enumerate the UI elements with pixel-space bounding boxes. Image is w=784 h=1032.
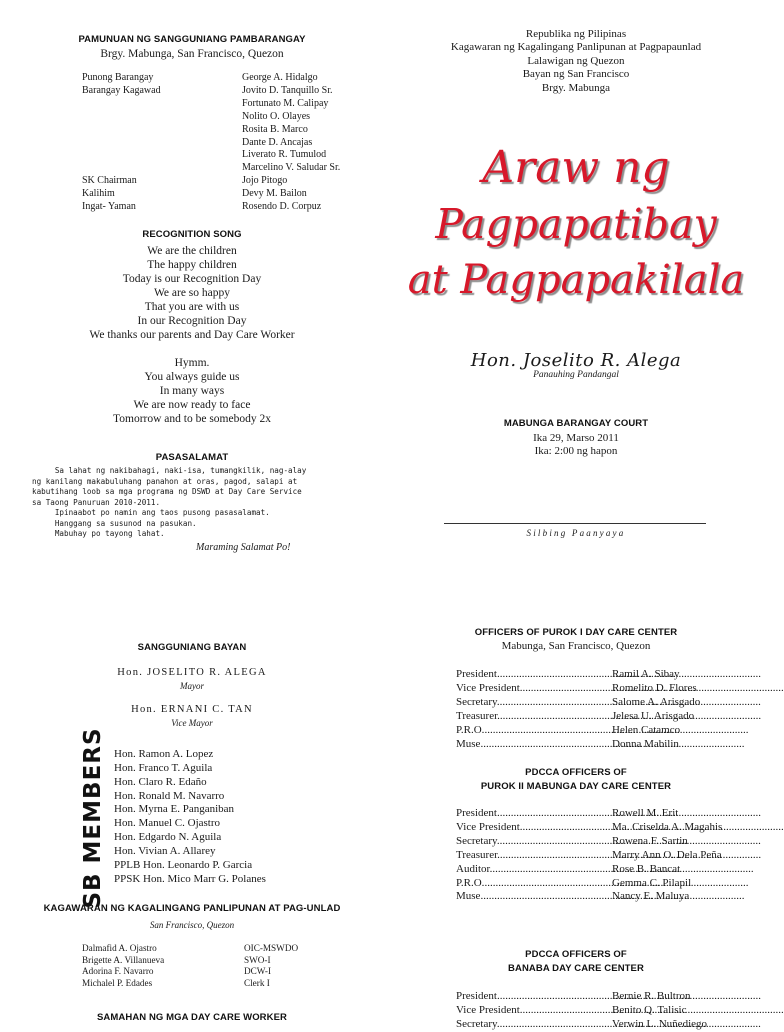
list-item: Hon. Manuel C. Ojastro xyxy=(114,817,221,830)
staff-row: Michalel P. Edades Clerk I xyxy=(82,977,270,988)
purok2-org xyxy=(384,767,768,792)
dswd-section xyxy=(0,903,384,930)
purok1-officers xyxy=(456,668,756,751)
title-line: at Pagpapakilala xyxy=(407,257,745,303)
list-item: Hon. Ramon A. Lopez xyxy=(114,748,214,760)
guest-of-honor xyxy=(384,350,768,380)
officer-row: P.R.O. ..... Gemma C. Pilapil xyxy=(456,877,756,891)
song-line: We are so happy xyxy=(153,287,231,299)
panel-sangguniang-bayan xyxy=(0,512,384,1024)
officer-row: Treasurer ..... Marry Ann O. Dela Peña xyxy=(456,849,756,863)
republic-header xyxy=(384,28,768,95)
banaba-header-line2: BANABA DAY CARE CENTER xyxy=(508,963,644,974)
dswd-header: KAGAWARAN NG KAGALINGANG PANLIPUNAN AT PAG-UNLAD xyxy=(43,903,341,914)
department-line: Kagawaran ng Kagalingang Panlipunan at Pagpapaunlad xyxy=(450,41,702,54)
song-line: In many ways xyxy=(159,385,225,397)
barangay-council-header: PAMUNUAN NG SANGGUNIANG PAMBARANGAY xyxy=(78,34,306,45)
vice-mayor-name: Hon. ERNANI C. TAN xyxy=(131,704,253,715)
samahan-header: SAMAHAN NG MGA DAY CARE WORKER xyxy=(96,1012,288,1023)
republic-line: Republika ng Pilipinas xyxy=(525,28,627,40)
sangguniang-bayan-header: SANGGUNIANG BAYAN xyxy=(137,642,247,653)
thank-you-signature: Maraming Salamat Po! xyxy=(196,542,291,553)
song-line: We are the children xyxy=(147,245,237,257)
barangay-location: Brgy. Mabunga, San Francisco, Quezon xyxy=(100,48,284,60)
staff-row: Adorina F. Navarro DCW-I xyxy=(82,966,272,977)
officer-row: President ..... Ramil A. Sibay xyxy=(456,668,756,682)
official-row: Ingat- Yaman Rosendo D. Corpuz xyxy=(82,201,322,213)
song-line: We thanks our parents and Day Care Worker xyxy=(89,329,295,341)
guest-role: Panauhing Pandangal xyxy=(533,370,619,380)
song-line: That you are with us xyxy=(144,301,240,313)
song-line: Tomorrow and to be somebody 2x xyxy=(113,413,271,425)
sb-members-list xyxy=(114,748,266,886)
official-row: Barangay Kagawad Jovito D. Tanquillo Sr. xyxy=(82,84,333,96)
official-row: Marcelino V. Saludar Sr. xyxy=(242,162,341,174)
song-line: The happy children xyxy=(147,259,237,271)
officer-row: President ..... Bernie R. Bultron xyxy=(456,990,756,1004)
officer-row: Auditor ..... Rose B. Bancat xyxy=(456,863,756,877)
event-title xyxy=(384,140,768,308)
official-row: Rosita B. Marco xyxy=(242,123,308,135)
banaba-org xyxy=(384,949,768,974)
sb-members-label: SB MEMBERS xyxy=(80,727,106,909)
song-header: RECOGNITION SONG xyxy=(142,229,242,240)
officer-row: Muse ..... Nancy E. Maluya xyxy=(456,890,756,904)
list-item: PPLB Hon. Leonardo P. Garcia xyxy=(114,858,253,871)
officer-row: Secretary ..... Verwin L. Nuñediego xyxy=(456,1018,756,1032)
province-line: Lalawigan ng Quezon xyxy=(527,54,625,67)
venue: MABUNGA BARANGAY COURT xyxy=(503,418,649,429)
officer-row: Vice President ..... Benito Q. Talisic xyxy=(456,1004,756,1018)
panel-cover xyxy=(384,0,768,538)
list-item: Hon. Vivian A. Allarey xyxy=(114,844,216,857)
purok2-header-line1: PDCCA OFFICERS OF xyxy=(525,767,627,778)
officer-row: Vice President ..... Ma. Criselda A. Magahis xyxy=(456,821,756,835)
municipal-officials xyxy=(0,667,384,741)
official-row: Fortunato M. Calipay xyxy=(242,97,329,109)
purok1-org xyxy=(384,627,768,653)
barangay-officials-list xyxy=(82,72,372,214)
title-line: Pagpapatibay xyxy=(435,200,717,248)
song-line: Today is our Recognition Day xyxy=(122,273,262,285)
officer-row: Treasurer ..... Jelesa U. Arisgado xyxy=(456,710,756,724)
purok2-officers xyxy=(456,807,756,904)
list-item: Hon. Edgardo N. Aguila xyxy=(114,831,222,844)
officer-row: President ..... Rowell M. Erit xyxy=(456,807,756,821)
pasasalamat-text: Sa lahat ng nakibahagi, naki-isa, tumangkilik, nag-alay ng kanilang makabuluhang panahon at oras, pagod, salapi at kabutihang loob sa mga programa ng DSWD at Day Care Service sa Taong Panuruan 2010-2011. Ipinaabot po namin ang taos pusong pasasalamat. Hanggang sa susunod na pasukan. Mabuhay po tayong lahat. xyxy=(32,466,307,538)
list-item: Hon. Myrna E. Panganiban xyxy=(114,803,235,816)
event-time: Ika: 2:00 ng hapon xyxy=(534,445,618,457)
song-line: You always guide us xyxy=(144,371,240,383)
pasasalamat-header: PASASALAMAT xyxy=(155,452,229,463)
purok1-header: OFFICERS OF PUROK I DAY CARE CENTER xyxy=(474,627,678,638)
officer-row: Secretary ..... Rowena F. Sartin xyxy=(456,835,756,849)
dswd-location: San Francisco, Quezon xyxy=(149,920,235,930)
vice-mayor-title: Vice Mayor xyxy=(171,718,213,728)
purok1-location: Mabunga, San Francisco, Quezon xyxy=(501,640,651,652)
banaba-officers xyxy=(456,990,756,1032)
list-item: Hon. Ronald M. Navarro xyxy=(114,789,225,802)
official-row: Punong Barangay George A. Hidalgo xyxy=(82,72,318,83)
dswd-staff-list xyxy=(82,943,372,989)
list-item: Hon. Claro R. Edaño xyxy=(114,775,207,788)
song-line: In our Recognition Day xyxy=(137,315,247,327)
panel-day-care-officers xyxy=(384,512,768,1030)
officer-row: P.R.O. ..... Helen Catamco xyxy=(456,724,756,738)
municipality-line: Bayan ng San Francisco xyxy=(522,68,630,81)
song-line: We are now ready to face xyxy=(133,399,251,411)
song-line: Hymm. xyxy=(174,357,210,369)
event-date: Ika 29, Marso 2011 xyxy=(533,431,619,444)
official-row: Nolito O. Olayes xyxy=(242,110,311,122)
official-row: Liverato R. Tumulod xyxy=(242,149,327,161)
official-row: SK Chairman Jojo Pitogo xyxy=(82,175,288,187)
official-row: Kalihim Devy M. Bailon xyxy=(82,188,307,200)
purok2-header-line2: PUROK II MABUNGA DAY CARE CENTER xyxy=(480,781,672,792)
list-item: Hon. Franco T. Aguila xyxy=(114,761,213,774)
invitation-label: Silbing Paanyaya xyxy=(526,528,626,538)
guest-name: Hon. Joselito R. Alega xyxy=(470,350,682,371)
banaba-header-line1: PDCCA OFFICERS OF xyxy=(525,949,627,960)
barangay-line: Brgy. Mabunga xyxy=(541,81,611,94)
recognition-song xyxy=(0,229,384,426)
staff-row: Dalmafid A. Ojastro OIC-MSWDO xyxy=(82,943,299,953)
official-row: Dante D. Ancajas xyxy=(242,136,313,148)
mayor-title: Mayor xyxy=(180,681,204,691)
list-item: PPSK Hon. Mico Marr G. Polanes xyxy=(114,872,266,885)
officer-row: Vice President ..... Romelito D. Flores xyxy=(456,682,756,696)
panel-officials xyxy=(0,0,384,553)
staff-row: Brigette A. Villanueva SWO-I xyxy=(82,954,271,965)
officer-row: Secretary ..... Salome A. Arisgado xyxy=(456,696,756,710)
officer-row: Muse ..... Donna Mabilin xyxy=(456,738,756,752)
title-line: Araw ng xyxy=(482,142,670,193)
event-details xyxy=(384,417,768,459)
mayor-name: Hon. JOSELITO R. ALEGA xyxy=(117,667,267,678)
